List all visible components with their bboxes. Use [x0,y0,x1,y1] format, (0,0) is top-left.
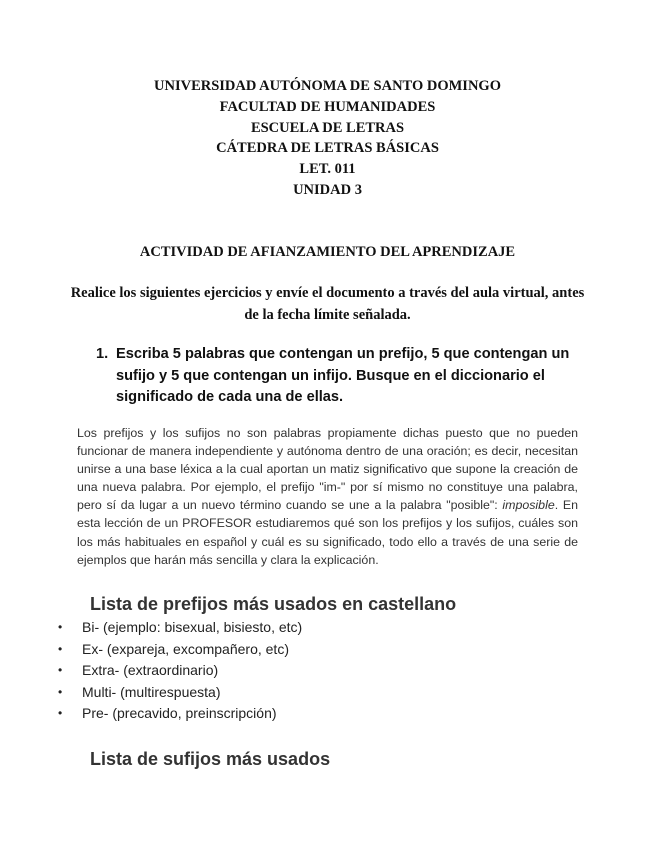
school-name: ESCUELA DE LETRAS [250,119,405,136]
list-item [58,703,302,725]
exercise-item [96,344,576,409]
prefix-section-title: Lista de prefijos más usados en castellano [90,594,457,614]
paragraph-text-part1: Los prefijos y los sufijos no son palabras propiamente dichas puesto que no pueden funcionar de manera independiente y autónoma dentro de una oración; es decir, necesitan unirse a una base léxica a la cual aportan un matiz significativo que supone la creación de una nueva palabra. Por ejemplo, el prefijo "im-" por sí mismo no constituye una palabra, pero sí da lugar a un nuevo término cuando se une a la palabra "posible": [77,426,578,513]
prefix-list [58,617,302,725]
suffix-section-title: Lista de sufijos más usados [90,749,331,769]
list-item-text: Extra- (extraordinario) [82,662,219,678]
exercise-number: 1. [96,346,109,362]
list-item [58,660,302,682]
instructions-text: Realice los siguientes ejercicios y envíe el documento a través del aula virtual, antes de la fecha límite señalada. [70,285,585,323]
document-header [0,76,655,201]
list-item [58,617,302,639]
department-name: CÁTEDRA DE LETRAS BÁSICAS [216,140,439,157]
bullet-icon: • [58,706,63,720]
list-item [58,639,302,661]
bullet-icon: • [58,684,63,699]
list-item [58,682,302,704]
paragraph-text-part2: . En esta lección de un PROFESOR estudiaremos qué son los prefijos y los sufijos, cuáles son los más habituales en español y cuál es su significado, todo ello a través de una serie de ejemplos que harán más sencilla y clara la explicación. [77,498,578,567]
bullet-icon: • [58,620,63,634]
unit-label: UNIDAD 3 [293,181,362,198]
bullet-icon: • [58,641,63,656]
body-paragraph [77,424,578,569]
paragraph-italic-word: imposible [502,498,555,513]
list-item-text: Ex- (expareja, excompañero, etc) [82,640,289,657]
bullet-icon: • [58,663,63,677]
list-item-text: Pre- (precavido, preinscripción) [82,705,277,721]
exercise-text: Escriba 5 palabras que contengan un prefijo, 5 que contengan un sufijo y 5 que contengan un infijo. Busque en el diccionario el significado de cada una de ellas. [116,346,570,405]
university-name: UNIVERSIDAD AUTÓNOMA DE SANTO DOMINGO [154,78,501,94]
list-item-text: Multi- (multirespuesta) [82,683,221,700]
list-item-text: Bi- (ejemplo: bisexual, bisiesto, etc) [82,619,303,635]
faculty-name: FACULTAD DE HUMANIDADES [219,98,436,115]
activity-title: ACTIVIDAD DE AFIANZAMIENTO DEL APRENDIZAJE [139,244,516,260]
course-code: LET. 011 [299,161,356,178]
